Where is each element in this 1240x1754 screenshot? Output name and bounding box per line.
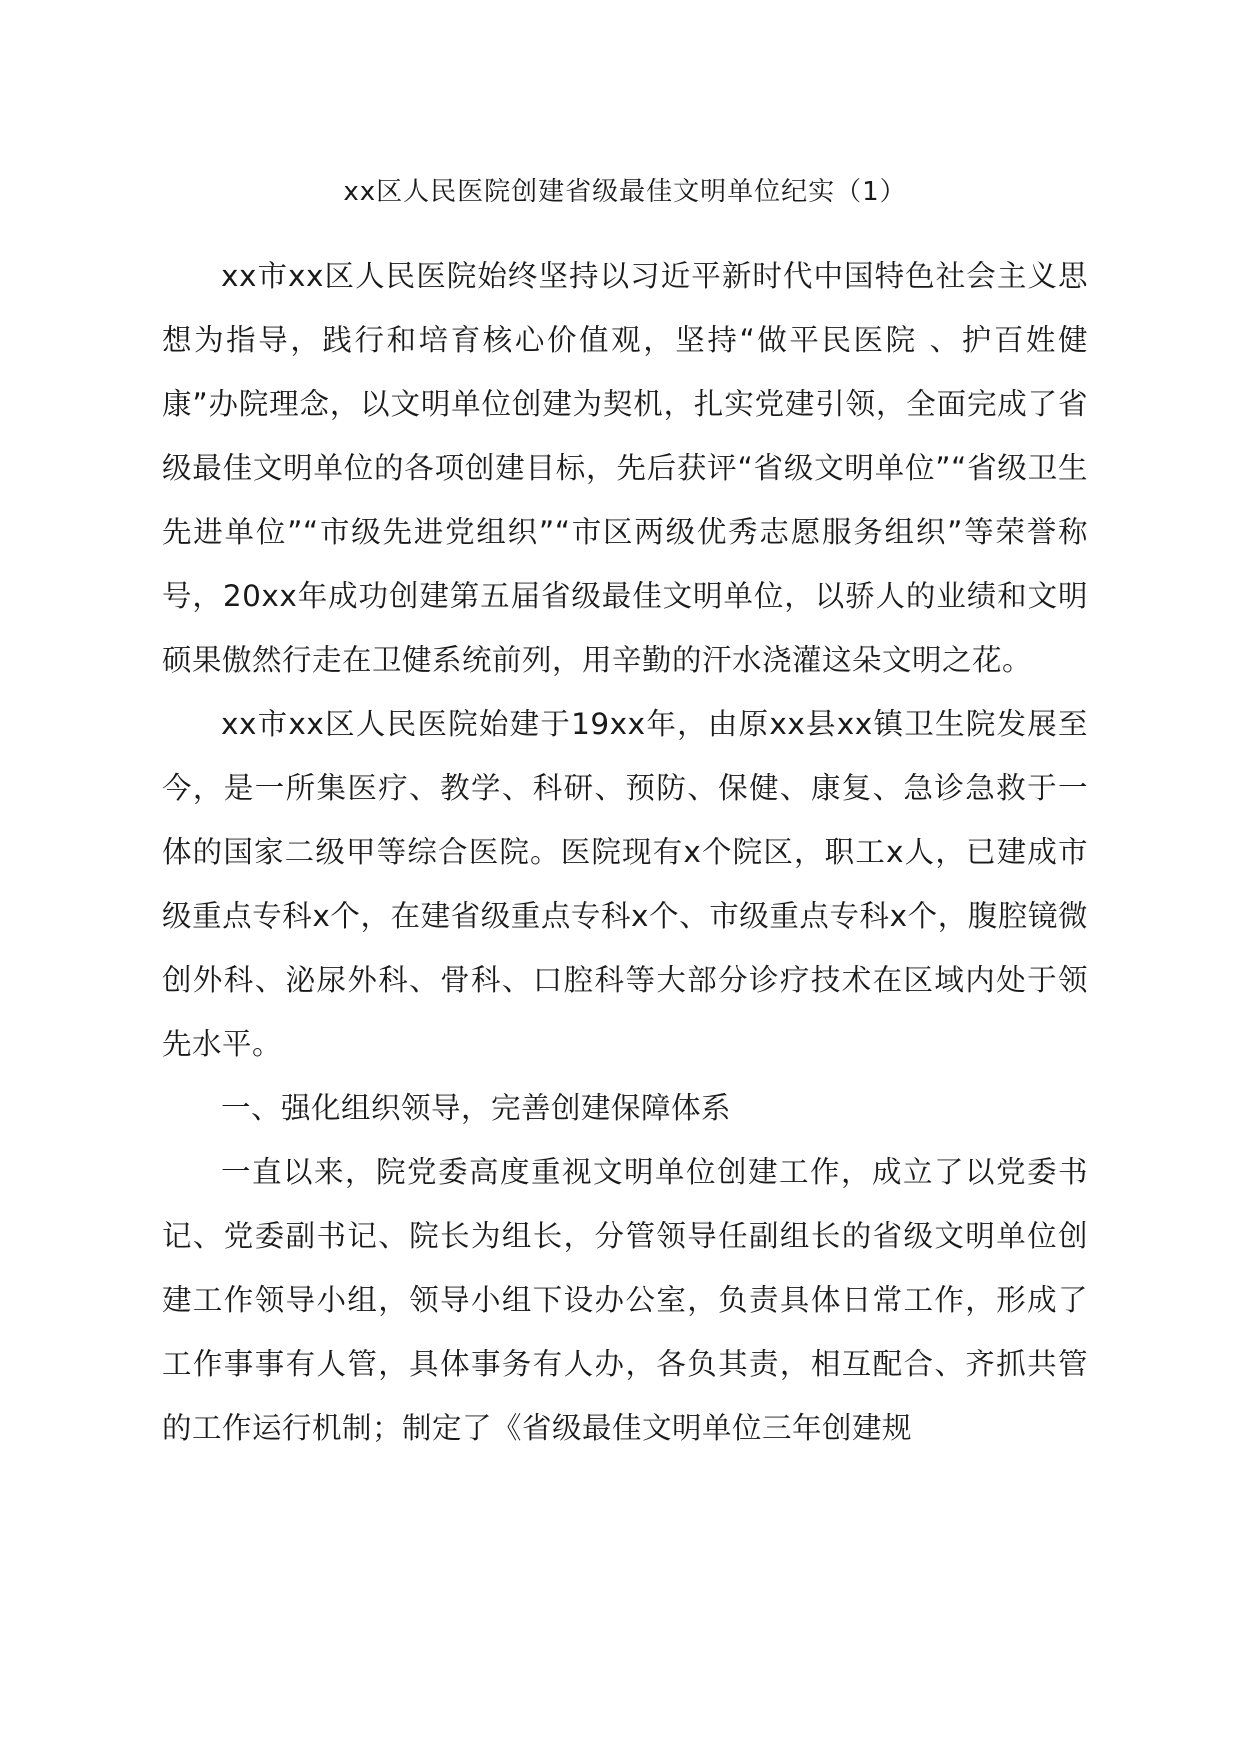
paragraph-intro: xx市xx区人民医院始终坚持以习近平新时代中国特色社会主义思想为指导，践行和培育核心价值观，坚持“做平民医院 、护百姓健康”办院理念，以文明单位创建为契机，扎实党建引领，全面完成了省级最佳文明单位的各项创建目标，先后获评“省级文明单位”“省级卫生先进单位”“市级先进党组织”“市区两级优秀志愿服务组织”等荣誉称号，20xx年成功创建第五届省级最佳文明单位，以骄人的业绩和文明硕果傲然行走在卫健系统前列，用辛勤的汗水浇灌这朵文明之花。 [162,259,1088,677]
document-body [162,172,1088,1460]
paragraph-history: xx市xx区人民医院始建于19xx年，由原xx县xx镇卫生院发展至今，是一所集医疗、教学、科研、预防、保健、康复、急诊急救于一体的国家二级甲等综合医院。医院现有x个院区，职工x人，已建成市级重点专科x个，在建省级重点专科x个、市级重点专科x个，腹腔镜微创外科、泌尿外科、骨科、口腔科等大部分诊疗技术在区域内处于领先水平。 [162,707,1088,1061]
document-title: xx区人民医院创建省级最佳文明单位纪实（1） [343,177,907,207]
section-heading: 一、强化组织领导，完善创建保障体系 [221,1091,732,1125]
paragraph-section-body: 一直以来，院党委高度重视文明单位创建工作，成立了以党委书记、党委副书记、院长为组长，分管领导任副组长的省级文明单位创建工作领导小组，领导小组下设办公室，负责具体日常工作，形成了工作事事有人管，具体事务有人办，各负其责，相互配合、齐抓共管的工作运行机制；制定了《省级最佳文明单位三年创建规 [162,1155,1088,1445]
